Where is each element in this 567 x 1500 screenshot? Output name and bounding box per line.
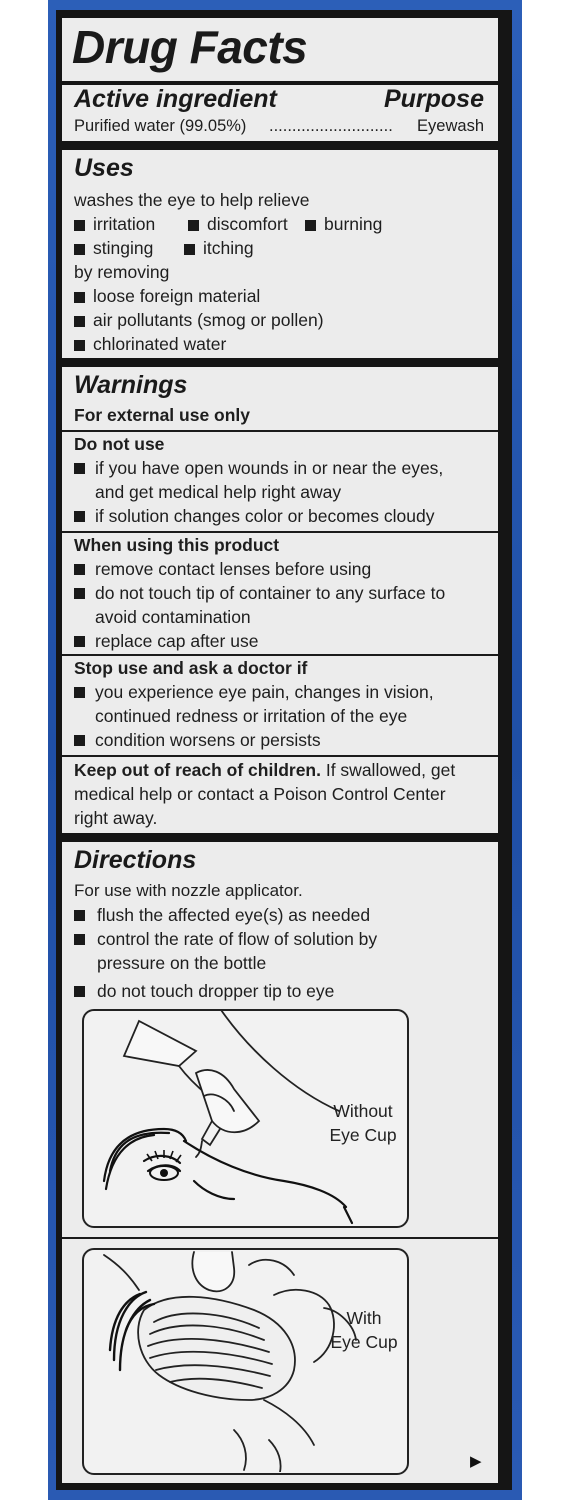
- bullet-square-icon: [74, 636, 85, 647]
- when-using-heading: When using this product: [74, 535, 280, 555]
- active-ingredient-box: [62, 85, 498, 141]
- uses-box: [62, 150, 498, 358]
- uses-item: air pollutants (smog or pollen): [74, 310, 324, 331]
- warning-item: condition worsens or persists: [95, 730, 321, 750]
- illustration-divider: [62, 1237, 498, 1239]
- uses-item: loose foreign material: [74, 286, 260, 307]
- symptom-item: itching: [184, 238, 254, 259]
- eye-cup-illustration: [84, 1250, 406, 1472]
- warning-item: replace cap after use: [95, 631, 259, 651]
- bullet-square-icon: [184, 244, 195, 255]
- stop-use-heading: Stop use and ask a doctor if: [74, 658, 308, 678]
- do-not-use-heading: Do not use: [74, 434, 165, 454]
- bullet-square-icon: [74, 220, 85, 231]
- external-use-line: For external use only: [74, 405, 251, 425]
- bullet-square-icon: [74, 910, 85, 921]
- section-divider: [62, 430, 498, 432]
- caption-without-eye-cup: Without Eye Cup: [329, 1101, 397, 1145]
- section-divider: [62, 654, 498, 656]
- uses-item: chlorinated water: [74, 334, 226, 355]
- warnings-heading: Warnings: [74, 371, 188, 399]
- ingredient-leader-dots: ...........................: [269, 117, 393, 135]
- illustration-with-eye-cup: [82, 1248, 409, 1475]
- continue-arrow-icon: ▶: [470, 1452, 482, 1470]
- direction-item: control the rate of flow of solution by: [97, 929, 378, 949]
- bullet-square-icon: [74, 316, 85, 327]
- keep-out-line-2: medical help or contact a Poison Control Center: [74, 784, 446, 804]
- bullet-square-icon: [74, 244, 85, 255]
- warning-item-continued: and get medical help right away: [95, 482, 342, 502]
- ingredient-name: Purified water (99.05%): [74, 117, 247, 135]
- directions-box: [62, 842, 498, 1483]
- direction-item-continued: pressure on the bottle: [97, 953, 267, 973]
- ingredient-purpose: Eyewash: [417, 117, 484, 135]
- purpose-heading: Purpose: [383, 85, 484, 113]
- bullet-square-icon: [74, 340, 85, 351]
- title-box: [62, 18, 498, 81]
- uses-heading: Uses: [74, 154, 134, 182]
- warning-item: if you have open wounds in or near the eyes,: [95, 458, 444, 478]
- warning-item-continued: avoid contamination: [95, 607, 251, 627]
- caption-with-eye-cup: With Eye Cup: [330, 1308, 398, 1352]
- warning-item: do not touch tip of container to any surface to: [95, 583, 446, 603]
- warning-item: if solution changes color or becomes cloudy: [95, 506, 435, 526]
- symptom-item: irritation: [74, 214, 155, 235]
- section-divider: [62, 531, 498, 533]
- active-ingredient-heading: Active ingredient: [74, 85, 277, 113]
- bullet-square-icon: [74, 986, 85, 997]
- bullet-square-icon: [188, 220, 199, 231]
- warning-item-continued: continued redness or irritation of the eye: [95, 706, 408, 726]
- bullet-square-icon: [74, 564, 85, 575]
- keep-out-line-3: right away.: [74, 808, 158, 828]
- bullet-square-icon: [305, 220, 316, 231]
- directions-heading: Directions: [74, 846, 197, 874]
- bullet-square-icon: [74, 511, 85, 522]
- direction-item: do not touch dropper tip to eye: [97, 981, 335, 1001]
- illustration-without-eye-cup: [82, 1009, 409, 1228]
- keep-out-line-1: Keep out of reach of children. If swallowed, get: [74, 760, 456, 780]
- warning-item: remove contact lenses before using: [95, 559, 372, 579]
- bullet-square-icon: [74, 588, 85, 599]
- uses-intro: washes the eye to help relieve: [74, 190, 310, 210]
- uses-by-removing: by removing: [74, 262, 170, 282]
- warnings-box: [62, 367, 498, 833]
- direction-item: flush the affected eye(s) as needed: [97, 905, 371, 925]
- symptom-item: stinging: [74, 238, 153, 259]
- warning-item: you experience eye pain, changes in vision,: [95, 682, 434, 702]
- symptom-item: discomfort: [188, 214, 288, 235]
- bullet-square-icon: [74, 292, 85, 303]
- symptom-item: burning: [305, 214, 382, 235]
- directions-intro: For use with nozzle applicator.: [74, 881, 303, 900]
- section-divider: [62, 755, 498, 757]
- drug-facts-title: Drug Facts: [72, 21, 308, 73]
- bullet-square-icon: [74, 735, 85, 746]
- bullet-square-icon: [74, 687, 85, 698]
- bullet-square-icon: [74, 463, 85, 474]
- bullet-square-icon: [74, 934, 85, 945]
